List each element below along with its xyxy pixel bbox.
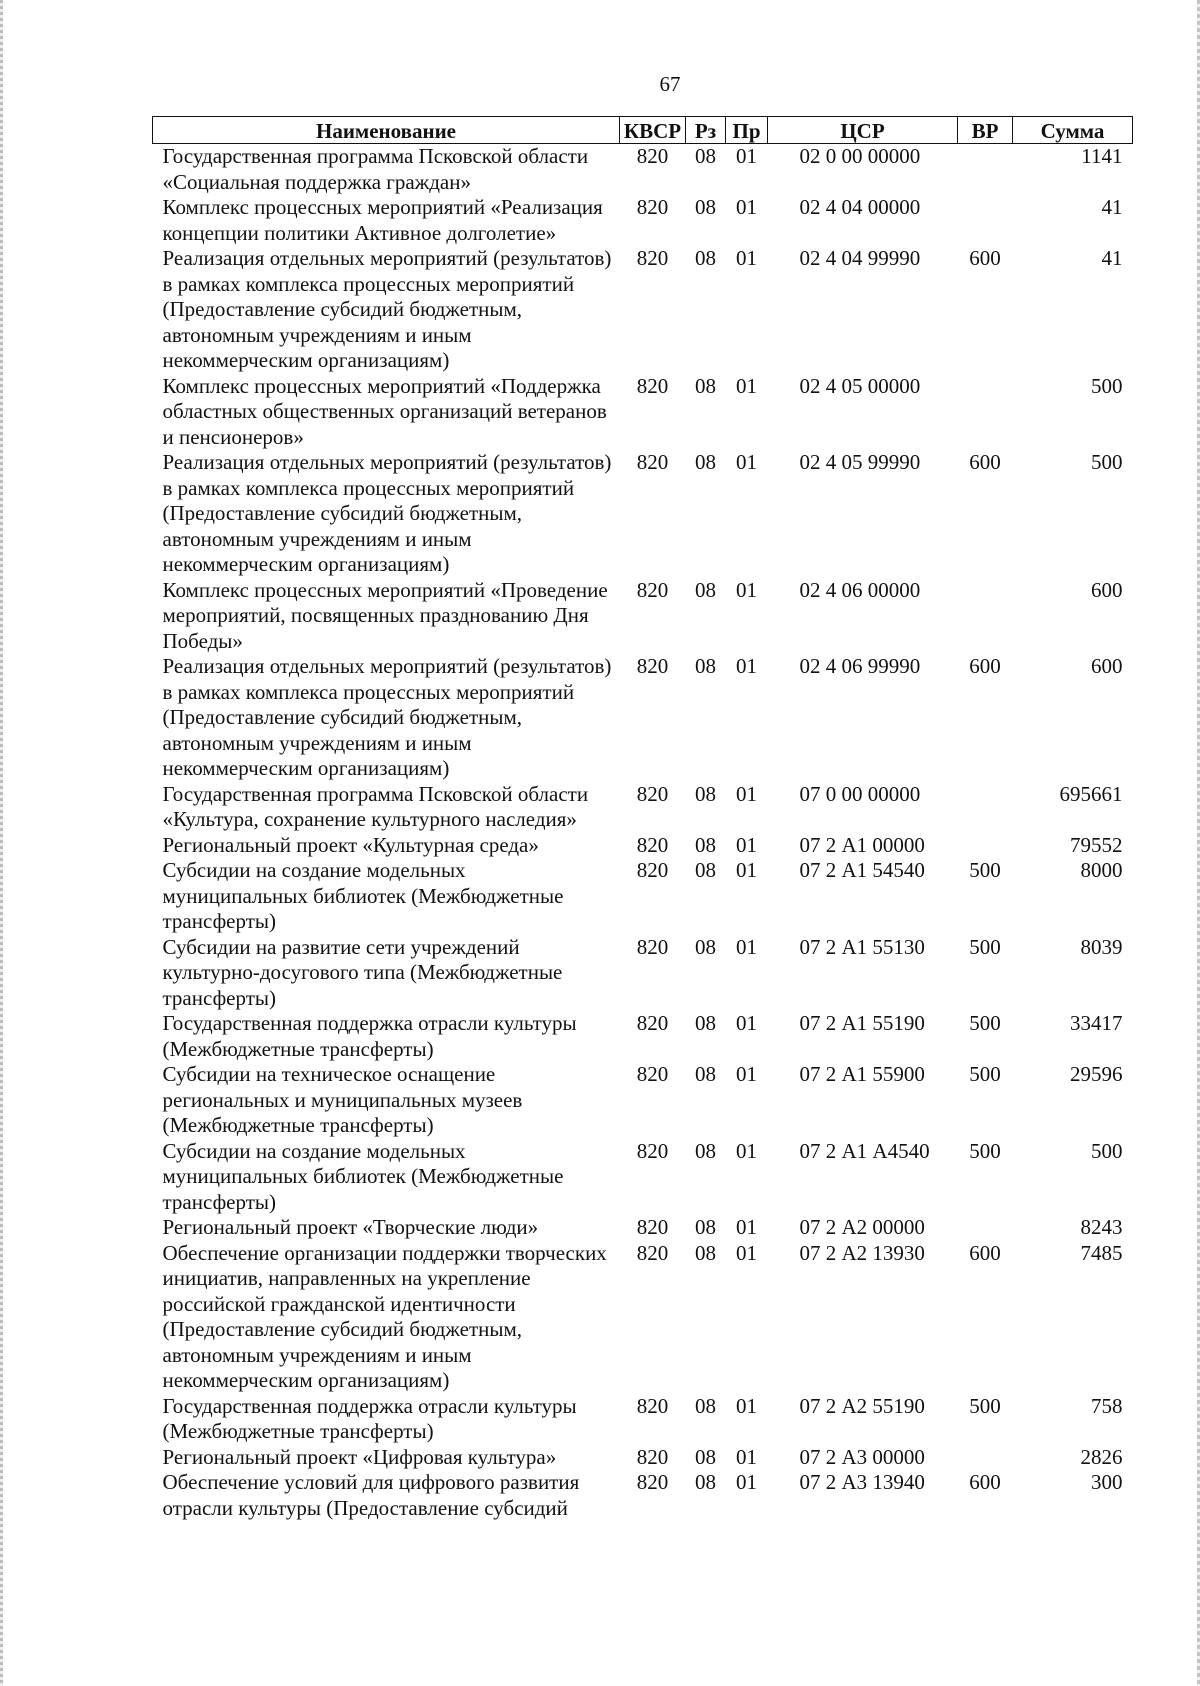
cell-kvsr: 820 [636, 934, 669, 959]
cell-kvsr: 820 [636, 1470, 669, 1494]
table-row [153, 195, 1133, 246]
cell-sum: 41 [1101, 246, 1123, 270]
cell-name: Государственная поддержка отрасли культуры (Межбюджетные трансферты) [162, 1011, 577, 1061]
cell-sum: 500 [1091, 450, 1123, 474]
cell-rz: 08 [695, 195, 716, 219]
cell-rz: 08 [695, 373, 716, 398]
cell-rz: 08 [695, 832, 716, 857]
cell-vr: 500 [969, 1138, 1001, 1163]
cell-pr: 01 [736, 781, 757, 806]
cell-rz: 08 [695, 1062, 716, 1086]
cell-pr: 01 [736, 246, 757, 270]
cell-pr: 01 [736, 1444, 757, 1469]
cell-sum: 8000 [1080, 858, 1123, 882]
table-row [153, 1394, 1133, 1445]
cell-kvsr: 820 [636, 195, 669, 219]
cell-csr: 02 4 05 99990 [799, 450, 921, 474]
cell-vr: 600 [969, 654, 1001, 678]
cell-name: Комплекс процессных мероприятий «Проведение мероприятий, посвященных празднованию Дня Победы» [162, 577, 608, 653]
cell-pr: 01 [736, 832, 757, 857]
cell-vr [958, 833, 1013, 859]
cell-name: Региональный проект «Цифровая культура» [162, 1444, 557, 1469]
cell-sum: 600 [1091, 577, 1123, 602]
table-row [153, 1445, 1133, 1471]
cell-sum: 500 [1091, 373, 1123, 398]
table-body [153, 144, 1133, 1522]
table-row [153, 833, 1133, 859]
cell-rz: 08 [695, 654, 716, 678]
table-row [153, 1241, 1133, 1394]
cell-rz: 08 [695, 577, 716, 602]
cell-vr: 600 [969, 1470, 1001, 1494]
cell-csr: 02 4 05 00000 [799, 373, 921, 398]
cell-kvsr: 820 [636, 450, 669, 474]
cell-name: Реализация отдельных мероприятий (результатов) в рамках комплекса процессных мероприятий (Предоставление субсидий бюджетным, автономным учреждениям и иным некоммерческим организациям) [162, 246, 612, 372]
cell-rz: 08 [695, 781, 716, 806]
table-row [153, 782, 1133, 833]
cell-vr: 500 [969, 858, 1001, 882]
cell-sum: 600 [1091, 654, 1123, 678]
cell-csr: 02 0 00 00000 [799, 144, 921, 168]
cell-rz: 08 [695, 1011, 716, 1035]
cell-kvsr: 820 [636, 144, 669, 168]
cell-kvsr: 820 [636, 1062, 669, 1086]
cell-sum: 2826 [1080, 1444, 1123, 1469]
cell-vr [958, 1215, 1013, 1241]
cell-sum: 79552 [1070, 832, 1123, 857]
cell-csr: 07 2 А1 А4540 [799, 1138, 930, 1163]
cell-csr: 07 0 00 00000 [799, 781, 921, 806]
header-name: Наименование [153, 117, 620, 144]
budget-table [152, 116, 1133, 1521]
cell-csr: 07 2 А3 00000 [799, 1444, 925, 1469]
cell-pr: 01 [736, 1138, 757, 1163]
cell-name: Реализация отдельных мероприятий (результатов) в рамках комплекса процессных мероприятий (Предоставление субсидий бюджетным, автономным учреждениям и иным некоммерческим организациям) [162, 450, 612, 576]
table-row [153, 578, 1133, 655]
scan-edge-left [0, 0, 3, 1686]
cell-sum: 29596 [1070, 1062, 1123, 1086]
cell-name: Комплекс процессных мероприятий «Поддержка областных общественных организаций ветеранов и пенсионеров» [162, 373, 607, 449]
cell-name: Государственная поддержка отрасли культуры (Межбюджетные трансферты) [162, 1393, 577, 1443]
cell-kvsr: 820 [636, 1240, 669, 1265]
cell-rz: 08 [695, 858, 716, 882]
table-row [153, 1139, 1133, 1216]
cell-kvsr: 820 [636, 1393, 669, 1418]
cell-rz: 08 [695, 1393, 716, 1418]
cell-pr: 01 [736, 144, 757, 168]
cell-csr: 07 2 А2 00000 [799, 1215, 925, 1239]
cell-vr [958, 144, 1013, 196]
cell-rz: 08 [695, 246, 716, 270]
cell-rz: 08 [695, 934, 716, 959]
cell-rz: 08 [695, 1444, 716, 1469]
cell-kvsr: 820 [636, 373, 669, 398]
header-row [153, 117, 1133, 144]
table-row [153, 858, 1133, 935]
cell-name: Государственная программа Псковской области «Культура, сохранение культурного наследия» [162, 781, 589, 831]
cell-kvsr: 820 [636, 577, 669, 602]
cell-kvsr: 820 [636, 1444, 669, 1469]
cell-vr: 600 [969, 450, 1001, 474]
table-row [153, 654, 1133, 782]
cell-kvsr: 820 [636, 858, 669, 882]
cell-pr: 01 [736, 934, 757, 959]
cell-name: Субсидии на создание модельных муниципальных библиотек (Межбюджетные трансферты) [162, 1138, 564, 1214]
cell-pr: 01 [736, 858, 757, 882]
cell-sum: 33417 [1070, 1011, 1123, 1035]
cell-sum: 695661 [1059, 781, 1123, 806]
cell-name: Обеспечение организации поддержки творческих инициатив, направленных на укрепление российской гражданской идентичности (Предоставление субсидий бюджетным, автономным учреждениям и иным некоммерческим организациям) [162, 1240, 607, 1392]
cell-sum: 8243 [1080, 1215, 1123, 1239]
cell-pr: 01 [736, 577, 757, 602]
cell-kvsr: 820 [636, 1215, 669, 1239]
cell-csr: 02 4 06 99990 [799, 654, 921, 678]
cell-csr: 07 2 А3 13940 [799, 1470, 925, 1494]
cell-csr: 07 2 А1 55900 [799, 1062, 925, 1086]
cell-name: Субсидии на техническое оснащение региональных и муниципальных музеев (Межбюджетные трансферты) [162, 1062, 523, 1137]
table-row [153, 144, 1133, 196]
cell-vr [958, 782, 1013, 833]
cell-pr: 01 [736, 1062, 757, 1086]
cell-sum: 1141 [1081, 144, 1123, 168]
cell-csr: 02 4 06 00000 [799, 577, 921, 602]
cell-csr: 07 2 А1 00000 [799, 832, 925, 857]
cell-kvsr: 820 [636, 654, 669, 678]
header-pr: Пр [726, 117, 768, 144]
cell-kvsr: 820 [636, 1011, 669, 1035]
cell-name: Субсидии на создание модельных муниципальных библиотек (Межбюджетные трансферты) [162, 858, 564, 933]
cell-rz: 08 [695, 1215, 716, 1239]
cell-csr: 07 2 А1 55190 [799, 1011, 925, 1035]
cell-pr: 01 [736, 450, 757, 474]
header-rz: Рз [686, 117, 726, 144]
cell-vr: 500 [969, 934, 1001, 959]
cell-name: Реализация отдельных мероприятий (результатов) в рамках комплекса процессных мероприятий (Предоставление субсидий бюджетным, автономным учреждениям и иным некоммерческим организациям) [162, 654, 612, 780]
cell-vr: 500 [969, 1011, 1001, 1035]
cell-rz: 08 [695, 1138, 716, 1163]
cell-rz: 08 [695, 1240, 716, 1265]
table-row [153, 1215, 1133, 1241]
cell-rz: 08 [695, 450, 716, 474]
table-row [153, 246, 1133, 374]
cell-name: Комплекс процессных мероприятий «Реализация концепции политики Активное долголетие» [162, 195, 603, 245]
cell-name: Региональный проект «Культурная среда» [162, 832, 539, 857]
cell-sum: 300 [1091, 1470, 1123, 1494]
cell-name: Государственная программа Псковской области «Социальная поддержка граждан» [162, 144, 589, 194]
cell-sum: 41 [1101, 195, 1123, 219]
cell-pr: 01 [736, 654, 757, 678]
cell-name: Обеспечение условий для цифрового развития отрасли культуры (Предоставление субсидий [162, 1470, 580, 1520]
cell-csr: 07 2 А2 13930 [799, 1240, 925, 1265]
cell-kvsr: 820 [636, 246, 669, 270]
cell-vr: 500 [969, 1393, 1001, 1418]
header-vr: ВР [958, 117, 1013, 144]
cell-vr: 600 [969, 1240, 1001, 1265]
cell-sum: 758 [1091, 1393, 1123, 1418]
cell-kvsr: 820 [636, 781, 669, 806]
cell-csr: 07 2 А1 55130 [799, 934, 925, 959]
cell-pr: 01 [736, 1240, 757, 1265]
cell-pr: 01 [736, 1011, 757, 1035]
table-row [153, 935, 1133, 1012]
cell-pr: 01 [736, 1393, 757, 1418]
cell-kvsr: 820 [636, 1138, 669, 1163]
cell-vr [958, 1445, 1013, 1471]
header-kvsr: КВСР [620, 117, 686, 144]
cell-pr: 01 [736, 373, 757, 398]
table-row [153, 1011, 1133, 1062]
header-csr: ЦСР [768, 117, 958, 144]
table-row [153, 450, 1133, 578]
cell-rz: 08 [695, 144, 716, 168]
cell-pr: 01 [736, 195, 757, 219]
cell-name: Субсидии на развитие сети учреждений культурно-досугового типа (Межбюджетные трансферты) [162, 934, 563, 1010]
cell-vr [958, 195, 1013, 246]
cell-sum: 8039 [1080, 934, 1123, 959]
cell-sum: 7485 [1080, 1240, 1123, 1265]
cell-vr [958, 374, 1013, 451]
cell-csr: 07 2 А2 55190 [799, 1393, 925, 1418]
cell-sum: 500 [1091, 1138, 1123, 1163]
cell-rz: 08 [695, 1470, 716, 1494]
table-row [153, 1062, 1133, 1139]
cell-kvsr: 820 [636, 832, 669, 857]
cell-csr: 02 4 04 00000 [799, 195, 921, 219]
table-row [153, 374, 1133, 451]
cell-pr: 01 [736, 1215, 757, 1239]
cell-pr: 01 [736, 1470, 757, 1494]
cell-csr: 02 4 04 99990 [799, 246, 921, 270]
cell-vr [958, 578, 1013, 655]
page-number: 67 [659, 72, 681, 96]
table-row [153, 1470, 1133, 1521]
table-header [153, 117, 1133, 144]
cell-csr: 07 2 А1 54540 [799, 858, 925, 882]
header-sum: Сумма [1013, 117, 1133, 144]
cell-name: Региональный проект «Творческие люди» [162, 1215, 539, 1239]
cell-vr: 600 [969, 246, 1001, 270]
cell-vr: 500 [969, 1062, 1001, 1086]
